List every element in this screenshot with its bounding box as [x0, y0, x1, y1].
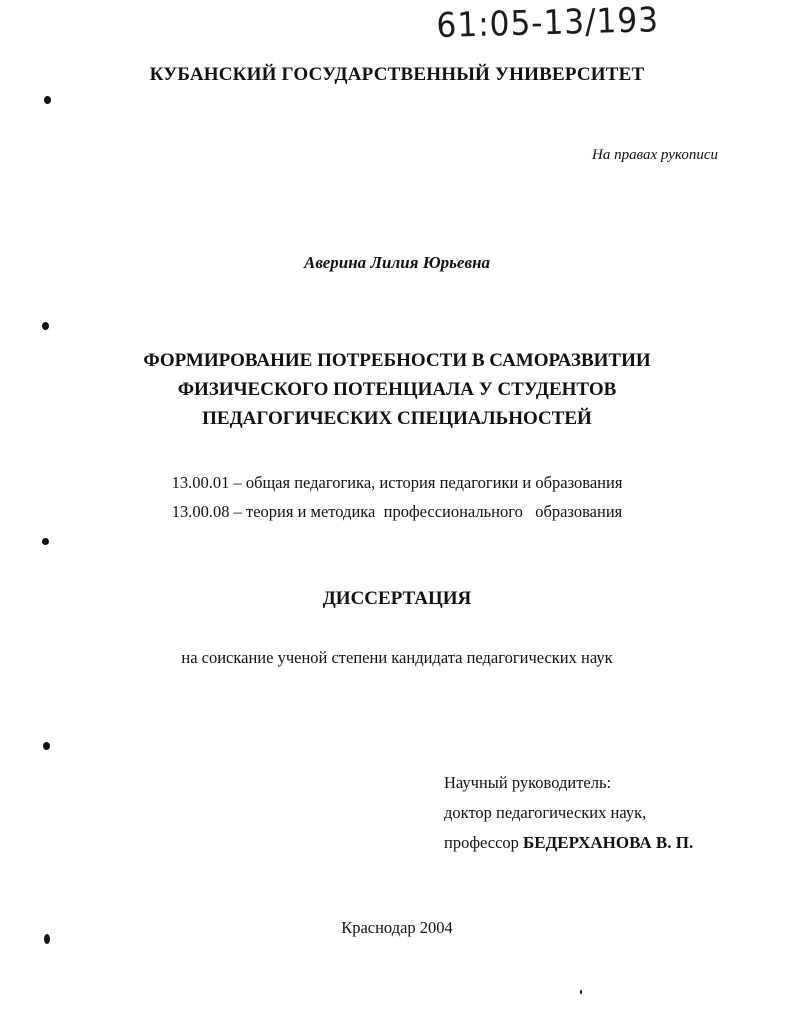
supervisor-degree: доктор педагогических наук, [444, 803, 647, 822]
author-name: Аверина Лилия Юрьевна [303, 253, 491, 272]
supervisor-block [444, 768, 693, 858]
specialty-line: 13.00.08 – теория и методика профессионального образования [171, 502, 623, 521]
city-year: Краснодар 2004 [341, 918, 453, 937]
scan-mark [43, 742, 50, 750]
supervisor-title-line [444, 828, 693, 858]
specialty-codes [0, 468, 794, 526]
scan-mark [42, 322, 49, 330]
scan-mark [42, 538, 49, 545]
document-type: ДИССЕРТАЦИЯ [322, 588, 472, 609]
supervisor-name: БЕДЕРХАНОВА В. П. [523, 833, 694, 852]
title-line: ФИЗИЧЕСКОГО ПОТЕНЦИАЛА У СТУДЕНТОВ [177, 379, 617, 400]
scan-mark [44, 96, 51, 104]
manuscript-note: На правах рукописи [592, 147, 718, 163]
title-line: ФОРМИРОВАНИЕ ПОТРЕБНОСТИ В САМОРАЗВИТИИ [143, 350, 651, 371]
scan-speck [580, 990, 582, 994]
archive-code-handwritten: 61:05-13/193 [436, 0, 660, 46]
scan-mark [44, 934, 50, 944]
title-line: ПЕДАГОГИЧЕСКИХ СПЕЦИАЛЬНОСТЕЙ [202, 408, 592, 429]
dissertation-title [0, 346, 794, 433]
specialty-line: 13.00.01 – общая педагогика, история педагогики и образования [171, 473, 623, 492]
degree-line: на соискание ученой степени кандидата педагогических наук [181, 648, 613, 667]
supervisor-role: Научный руководитель: [444, 773, 612, 792]
supervisor-title: профессор [444, 833, 519, 852]
university-name: КУБАНСКИЙ ГОСУДАРСТВЕННЫЙ УНИВЕРСИТЕТ [149, 64, 645, 85]
